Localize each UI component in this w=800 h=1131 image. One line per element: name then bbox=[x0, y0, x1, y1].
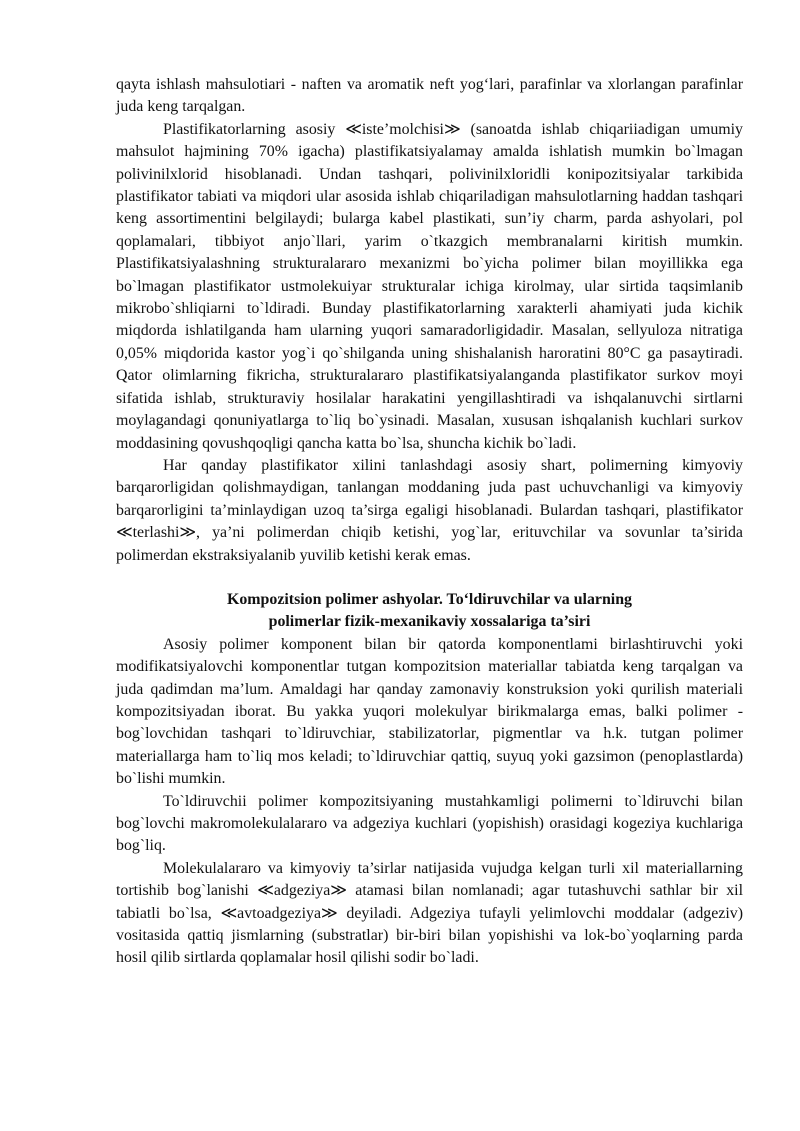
paragraph-intro-continuation: qayta ishlash mahsulotiari - naften va aromatik neft yog‘lari, parafinlar va xlorlangan parafinlar juda keng tarqalgan. bbox=[116, 76, 743, 116]
section-heading-line-2: polimerlar fizik-mexanikaviy xossalariga ta’siri bbox=[268, 613, 591, 631]
document-page bbox=[116, 74, 743, 970]
section-heading-line-1: Kompozitsion polimer ashyolar. To‘ldiruvchilar va ularning bbox=[227, 590, 632, 608]
paragraph-composite-materials: Asosiy polimer komponent bilan bir qatorda komponentlami birlashtiruvchi yoki modifikatsiyalovchi komponentlar tutgan kompozitsion materiallar tabiatda keng tarqalgan va juda qadimdan ma’lum. Amaldagi har qanday zamonaviy konstruksion yoki qurilish materiali kompozitsiyadan iborat. Bu yakka yuqori molekulyar birikmalarga emas, balki polimer - bog`lovchidan tashqari to`ldiruvchiar, stabilizatorlar, pigmentlar va h.k. tutgan polimer materiallarga ham to`liq mos keladi; to`ldiruvchiar qattiq, suyuq yoki gazsimon (penoplastlarda) bo`lishi mumkin. bbox=[116, 635, 743, 788]
section-spacer bbox=[116, 567, 743, 589]
paragraph-filled-composite-strength: To`ldiruvchii polimer kompozitsiyaning mustahkamligi polimerni to`ldiruvchi bilan bog`lovchi makromolekulalararo va adgeziya kuchlari (yopishish) orasidagi kogeziya kuchlariga bog`liq. bbox=[116, 792, 743, 855]
paragraph-plasticizer-consumers: Plastifikatorlarning asosiy ≪iste’molchisi≫ (sanoatda ishlab chiqariiadigan umumiy mahsulot hajmining 70% igacha) plastifikatsiyalamay amalda ishlatish mumkin bo`lmagan polivinilxlorid hisoblanadi. Undan tashqari, polivinilxloridli konipozitsiyalar tarkibida plastifikator tabiati va miqdori ular asosida ishlab chiqariladigan mahsulotlarning haddan tashqari keng assortimentini belgilaydi; bularga kabel plastikati, sun’iy charm, parda ashyolari, pol qoplamalari, tibbiyot anjo`llari, yarim o`tkazgich membranalarni kiritish mumkin. Plastifikatsiyalashning strukturalararo mexanizmi bo`yicha polimer bilan moyillikka ega bo`lmagan plastifikator ustmolekuiyar strukturalar ichiga kirolmay, ular sirtida taqsimlanib mikrobo`shliqiarni to`ldiradi. Bunday plastifikatorlarning xarakterli ahamiyati juda kichik miqdorda ishlatilganda ham ularning yuqori samaradorligidadir. Masalan, sellyuloza nitratiga 0,05% miqdorida kastor yog`i qo`shilganda uning shishalanish haroratini 80°C ga pasaytiradi. Qator olimlarning fikricha, strukturalararo plastifikatsiyalanganda plastifikator surkov moyi sifatida ishlab, strukturaviy hosilalar harakatini yengillashtiradi va ishqalanuvchi sirtlarni moylagandagi qonuniyatlarga to`liq bo`ysinadi. Masalan, xususan ishqalanish kuchlari surkov moddasining qovushqoqligi qancha katta bo`lsa, shuncha kichik bo`ladi. bbox=[116, 120, 743, 452]
paragraph-adhesion: Molekulalararo va kimyoviy ta’sirlar natijasida vujudga kelgan turli xil materiallarning tortishib bog`lanishi ≪adgeziya≫ atamasi bilan nomlanadi; agar tutashuvchi sathlar bir xil tabiatli bo`lsa, ≪avtoadgeziya≫ deyiladi. Adgeziya tufayli yelimlovchi moddalar (adgeziv) vositasida qattiq jismlarning (substratlar) bir-biri bilan yopishishi va lok-bo`yoqlarning parda hosil qilib sirtlarda qoplamalar hosil qilishi sodir bo`ladi. bbox=[116, 859, 743, 967]
paragraph-plasticizer-selection: Har qanday plastifikator xilini tanlashdagi asosiy shart, polimerning kimyoviy barqarorligidan qolishmaydigan, tanlangan moddaning juda past uchuvchanligi va kimyoviy barqarorligini ta’minlaydigan uzoq ta’sirga egaligi hisoblanadi. Bulardan tashqari, plastifikator ≪terlashi≫, ya’ni polimerdan chiqib ketishi, yog`lar, erituvchilar va sovunlar ta’sirida polimerdan ekstraksiyalanib yuvilib ketishi kerak emas. bbox=[116, 456, 743, 564]
section-heading bbox=[116, 589, 743, 634]
